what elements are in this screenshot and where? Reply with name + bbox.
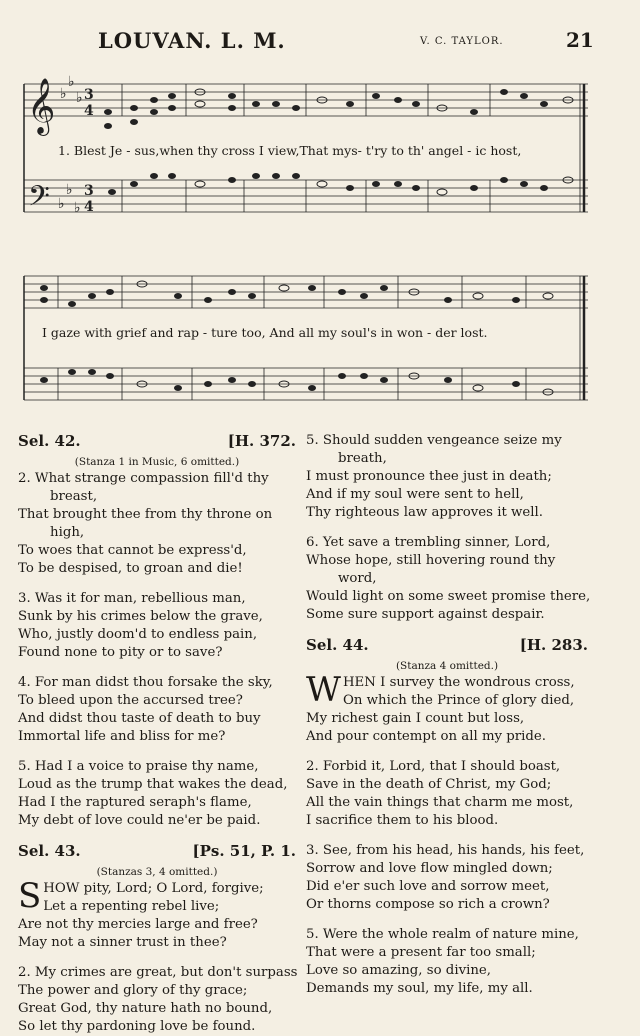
stanza xyxy=(18,964,296,1036)
notes-system-1 xyxy=(104,89,573,195)
stanza xyxy=(306,758,588,830)
verse-line: HEN I survey the wondrous cross, xyxy=(342,675,575,690)
verse-line: 5. Should sudden vengeance seize my xyxy=(306,433,562,448)
selection-heading xyxy=(306,636,588,658)
svg-text:3: 3 xyxy=(84,87,94,103)
verse-line: The power and glory of thy grace; xyxy=(18,983,248,998)
composer-name: V. C. TAYLOR. xyxy=(420,36,504,47)
verse-line: That were a present far too small; xyxy=(306,945,536,960)
selection-reference: [H. 372. xyxy=(227,432,296,450)
selection-number: Sel. 44. xyxy=(306,636,369,654)
verse-line: All the vain things that charm me most, xyxy=(306,795,574,810)
verse-line: Are not thy mercies large and free? xyxy=(18,917,258,932)
verse-line: I sacrifice them to his blood. xyxy=(306,813,499,828)
selection-reference: [H. 283. xyxy=(519,636,588,654)
drop-cap-letter: W xyxy=(306,670,341,710)
stanza-note: (Stanza 1 in Music, 6 omitted.) xyxy=(74,456,240,468)
verse-line: To bleed upon the accursed tree? xyxy=(18,693,243,708)
drop-cap-letter: S xyxy=(18,876,42,916)
verse-line: To woes that cannot be express'd, xyxy=(18,543,247,558)
svg-text:♭: ♭ xyxy=(66,182,73,198)
verse-line: So let thy pardoning love be found. xyxy=(18,1019,256,1034)
stanza xyxy=(18,758,296,830)
selection-reference: [Ps. 51, P. 1. xyxy=(192,842,296,860)
verse-line: Sorrow and love flow mingled down; xyxy=(306,861,553,876)
verse-line: Save in the death of Christ, my God; xyxy=(306,777,552,792)
lyric-line-2: I gaze with grief and rap - ture too, And all my soul's in won - der lost. xyxy=(42,325,488,340)
verse-line: Thy righteous law approves it well. xyxy=(306,505,544,520)
verse-line: Demands my soul, my life, my all. xyxy=(306,981,533,996)
verse-line: And pour contempt on all my pride. xyxy=(306,729,547,744)
treble-clef-icon: 𝄞 xyxy=(27,78,56,134)
svg-text:♭: ♭ xyxy=(60,86,67,102)
music-score xyxy=(0,0,640,420)
verse-line: Immortal life and bliss for me? xyxy=(18,729,226,744)
verse-line: My debt of love could ne'er be paid. xyxy=(18,813,261,828)
bass-clef-icon: 𝄢 xyxy=(28,180,50,220)
stanza xyxy=(18,470,296,578)
verse-line: Let a repenting rebel live; xyxy=(43,899,220,914)
verse-line: high, xyxy=(50,525,85,540)
verse-line: breast, xyxy=(50,489,98,504)
verse-line: Whose hope, still hovering round thy xyxy=(306,553,556,568)
verse-line: I must pronounce thee just in death; xyxy=(306,469,552,484)
verse-line: Loud as the trump that wakes the dead, xyxy=(18,777,288,792)
hymn-title: LOUVAN. L. M. xyxy=(98,28,286,53)
left-column xyxy=(18,432,296,1036)
right-column xyxy=(306,432,591,998)
selection-number: Sel. 42. xyxy=(18,432,81,450)
verse-line: 2. My crimes are great, but don't surpass xyxy=(18,965,298,980)
verse-line: 2. What strange compassion fill'd thy xyxy=(18,471,269,486)
verse-line: Or thorns compose so rich a crown? xyxy=(306,897,550,912)
verse-line: May not a sinner trust in thee? xyxy=(18,935,227,950)
verse-line: Who, justly doom'd to endless pain, xyxy=(18,627,258,642)
stanza-note: (Stanzas 3, 4 omitted.) xyxy=(96,866,218,878)
svg-text:3: 3 xyxy=(84,183,94,199)
verse-line: Found none to pity or to save? xyxy=(18,645,223,660)
verse-line: To be despised, to groan and die! xyxy=(18,561,243,576)
svg-text:♭: ♭ xyxy=(68,74,75,90)
verse-line: 6. Yet save a trembling sinner, Lord, xyxy=(306,535,551,550)
verse-line: Would light on some sweet promise there, xyxy=(306,589,591,604)
svg-text:♭: ♭ xyxy=(74,200,81,216)
stanza xyxy=(306,926,588,998)
verse-line: word, xyxy=(338,571,377,586)
verse-line: Did e'er such love and sorrow meet, xyxy=(306,879,550,894)
stanza xyxy=(18,876,296,952)
verse-line: That brought thee from thy throne on xyxy=(18,507,273,522)
bass-staff-2 xyxy=(24,368,588,400)
verse-line: Sunk by his crimes below the grave, xyxy=(18,609,263,624)
page-number: 21 xyxy=(566,28,594,52)
selection-number: Sel. 43. xyxy=(18,842,81,860)
verse-line: On which the Prince of glory died, xyxy=(342,693,575,708)
verse-line: 5. Had I a voice to praise thy name, xyxy=(18,759,259,774)
verse-line: 2. Forbid it, Lord, that I should boast, xyxy=(306,759,561,774)
selection-heading xyxy=(18,842,296,864)
verse-line: Great God, thy nature hath no bound, xyxy=(18,1001,273,1016)
svg-text:4: 4 xyxy=(84,199,94,215)
verse-line: 5. Were the whole realm of nature mine, xyxy=(306,927,579,942)
stanza xyxy=(18,590,296,662)
stanza xyxy=(18,674,296,746)
verse-line: And didst thou taste of death to buy xyxy=(18,711,261,726)
verse-line: 3. See, from his head, his hands, his feet, xyxy=(306,843,585,858)
svg-text:4: 4 xyxy=(84,103,94,119)
verse-line: Love so amazing, so divine, xyxy=(306,963,491,978)
verse-line: 3. Was it for man, rebellious man, xyxy=(18,591,246,606)
verse-line: Some sure support against despair. xyxy=(306,607,545,622)
selection-heading xyxy=(18,432,296,454)
svg-text:♭: ♭ xyxy=(76,90,83,106)
stanza xyxy=(306,842,588,914)
stanza xyxy=(306,534,591,624)
svg-text:♭: ♭ xyxy=(58,196,65,212)
lyric-line-1: 1. Blest Je - sus,when thy cross I view,That mys- t'ry to th' angel - ic host, xyxy=(58,143,522,158)
verse-line: 4. For man didst thou forsake the sky, xyxy=(18,675,273,690)
stanza xyxy=(306,432,588,522)
verse-line: breath, xyxy=(338,451,387,466)
verse-line: And if my soul were sent to hell, xyxy=(306,487,524,502)
verse-line: Had I the raptured seraph's flame, xyxy=(18,795,252,810)
verse-line: My richest gain I count but loss, xyxy=(306,711,525,726)
stanza-note: (Stanza 4 omitted.) xyxy=(395,660,499,672)
stanza xyxy=(306,670,588,746)
verse-line: HOW pity, Lord; O Lord, forgive; xyxy=(43,881,264,896)
